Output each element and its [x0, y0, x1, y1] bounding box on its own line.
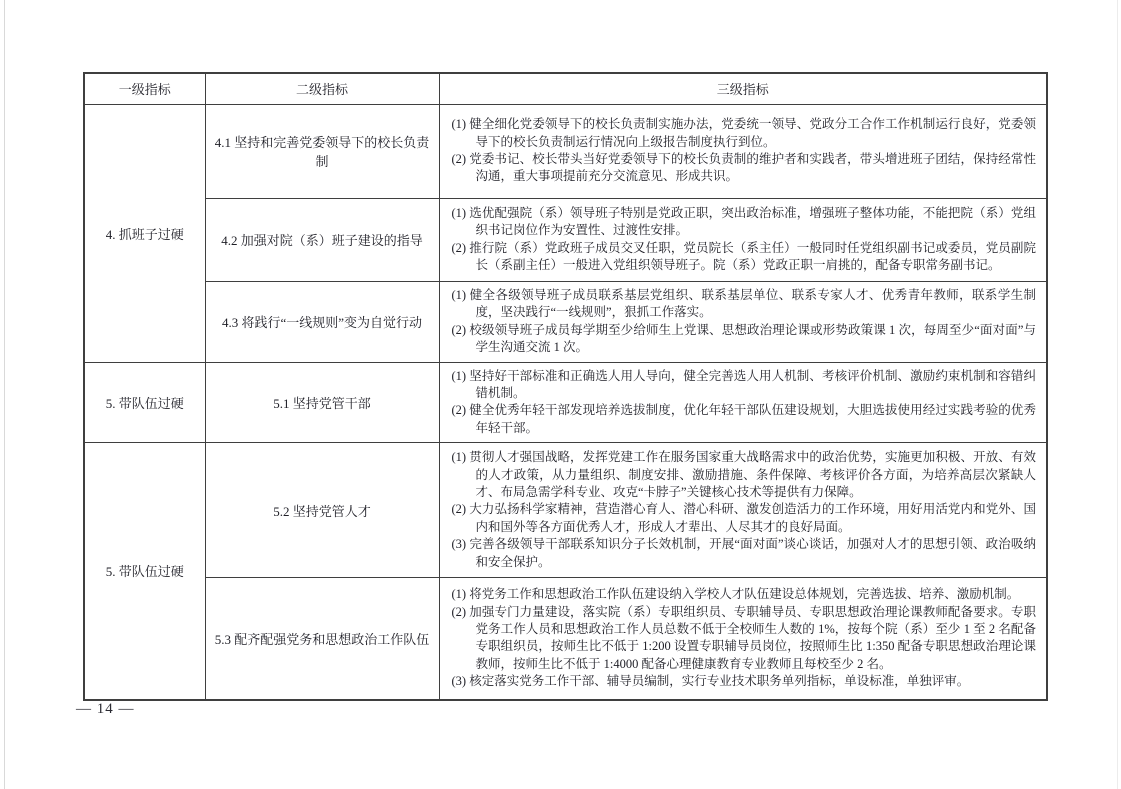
level2-cell-5-2: 5.2 坚持党管人才: [205, 443, 439, 578]
level1-cell-5a: 5. 带队伍过硬: [84, 362, 205, 443]
level3-cell-4-2: [439, 198, 1047, 281]
level3-cell-4-1: [439, 104, 1047, 198]
header-level3: 三级指标: [439, 73, 1047, 104]
indicator-item: (2) 党委书记、校长带头当好党委领导下的校长负责制的维护者和实践者，带头增进班子团结，保持经常性沟通，重大事项提前充分交流意见、形成共识。: [451, 152, 1036, 184]
indicator-item: (1) 健全细化党委领导下的校长负责制实施办法，党委统一领导、党政分工合作工作机制运行良好，党委领导下的校长负责制运行情况向上级报告制度执行到位。: [451, 117, 1036, 149]
level2-cell-4-2: 4.2 加强对院（系）班子建设的指导: [205, 198, 439, 281]
page-edge-left: [4, 0, 5, 789]
level3-cell-5-3: [439, 578, 1047, 700]
indicator-item: (2) 校级领导班子成员每学期至少给师生上党课、思想政治理论课或形势政策课 1 次，每周至少“面对面”与学生沟通交流 1 次。: [451, 322, 1036, 354]
page-number: — 14 —: [76, 701, 135, 717]
table-row: [84, 104, 1047, 198]
table-row: [84, 443, 1047, 578]
level3-cell-4-3: [439, 281, 1047, 362]
table-row: [84, 362, 1047, 443]
table-row: [84, 198, 1047, 281]
level2-cell-4-3: 4.3 将践行“一线规则”变为自觉行动: [205, 281, 439, 362]
table-row: [84, 281, 1047, 362]
level1-cell-5b: 5. 带队伍过硬: [84, 443, 205, 700]
header-level1: 一级指标: [84, 73, 205, 104]
indicator-table: [83, 72, 1048, 701]
table-header-row: [84, 73, 1047, 104]
indicator-item: (2) 推行院（系）党政班子成员交叉任职，党员院长（系主任）一般同时任党组织副书记或委员，党员副院长（系副主任）一般进入党组织领导班子。院（系）党政正职一肩挑的，配备专职常务副书记。: [451, 240, 1036, 272]
header-level2: 二级指标: [205, 73, 439, 104]
indicator-item: (1) 贯彻人才强国战略，发挥党建工作在服务国家重大战略需求中的政治优势，实施更加积极、开放、有效的人才政策，从力量组织、制度安排、激励措施、条件保障、考核评价各方面，为培养高层次紧缺人才、布局急需学科专业、攻克“卡脖子”关键核心技术等提供有力保障。: [451, 450, 1036, 500]
level2-cell-5-1: 5.1 坚持党管干部: [205, 362, 439, 443]
level2-cell-4-1: 4.1 坚持和完善党委领导下的校长负责制: [205, 104, 439, 198]
level3-cell-5-2: [439, 443, 1047, 578]
table-row: [84, 578, 1047, 700]
indicator-item: (1) 将党务工作和思想政治工作队伍建设纳入学校人才队伍建设总体规划，完善选拔、培养、激励机制。: [451, 587, 1020, 602]
indicator-item: (3) 完善各级领导干部联系知识分子长效机制，开展“面对面”谈心谈话，加强对人才的思想引领、政治吸纳和安全保护。: [451, 537, 1036, 569]
indicator-item: (2) 加强专门力量建设，落实院（系）专职组织员、专职辅导员、专职思想政治理论课教师配备要求。专职党务工作人员和思想政治工作人员总数不低于全校师生人数的 1%，按每个院（系）至少 1 至 2 名配备专职组织员，按师生比不低于 1:200 设置专职辅导员岗位，按照师生比 1:350 配备专职思想政治理论课教师，按师生比不低于 1:4000 配备心理健康教育专业教师且每校至少 2 名。: [451, 604, 1036, 671]
indicator-item: (2) 健全优秀年轻干部发现培养选拔制度，优化年轻干部队伍建设规划，大胆选拔使用经过实践考验的优秀年轻干部。: [451, 403, 1036, 435]
indicator-item: (1) 选优配强院（系）领导班子特别是党政正职，突出政治标准，增强班子整体功能，不能把院（系）党组织书记岗位作为安置性、过渡性安排。: [451, 205, 1036, 238]
level2-cell-5-3: 5.3 配齐配强党务和思想政治工作队伍: [205, 578, 439, 700]
level1-cell-4: 4. 抓班子过硬: [84, 104, 205, 362]
page-edge-right: [1117, 0, 1118, 789]
indicator-item: (2) 大力弘扬科学家精神，营造潜心育人、潜心科研、激发创造活力的工作环境，用好用活党内和党外、国内和国外等各方面优秀人才，形成人才辈出、人尽其才的良好局面。: [451, 502, 1036, 534]
indicator-item: (3) 核定落实党务工作干部、辅导员编制，实行专业技术职务单列指标，单设标准，单独评审。: [451, 674, 970, 689]
indicator-item: (1) 坚持好干部标准和正确选人用人导向，健全完善选人用人机制、考核评价机制、激励约束机制和容错纠错机制。: [451, 368, 1036, 400]
level3-cell-5-1: [439, 362, 1047, 443]
indicator-item: (1) 健全各级领导班子成员联系基层党组织、联系基层单位、联系专家人才、优秀青年教师，联系学生制度，坚决践行“一线规则”，狠抓工作落实。: [451, 287, 1036, 320]
